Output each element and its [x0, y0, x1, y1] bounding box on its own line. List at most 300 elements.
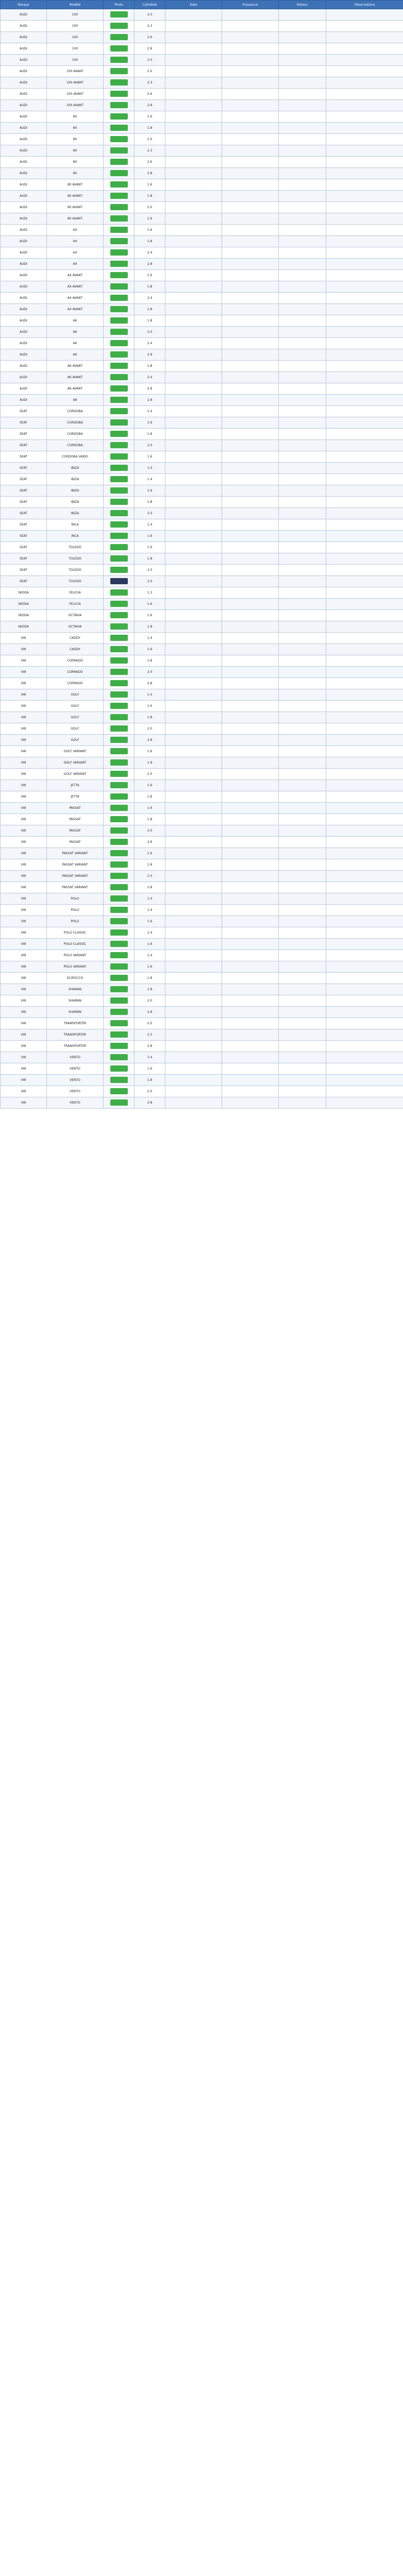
cell-make-text: SEAT [20, 489, 27, 493]
cell-power [222, 859, 279, 871]
cell-badge [104, 497, 135, 508]
cell-displacement [135, 791, 165, 803]
cell-make-text: SEAT [20, 523, 27, 527]
cell-model [47, 123, 104, 134]
cell-dates [165, 667, 222, 678]
cell-engine-code [279, 859, 326, 871]
cell-make [1, 576, 47, 587]
type-badge [110, 125, 128, 131]
cell-displacement-text: 1.6 [147, 1067, 153, 1071]
cell-notes [326, 327, 403, 338]
cell-notes [326, 497, 403, 508]
cell-power [222, 893, 279, 905]
cell-engine-code [279, 157, 326, 168]
cell-displacement [135, 644, 165, 655]
cell-engine-code [279, 145, 326, 157]
cell-engine-code [279, 213, 326, 225]
cell-displacement-text: 1.6 [147, 614, 153, 617]
table-row [1, 383, 403, 395]
type-badge [110, 533, 128, 539]
cell-notes [326, 769, 403, 780]
cell-engine-code [279, 100, 326, 111]
cell-model [47, 304, 104, 315]
cell-make [1, 667, 47, 678]
cell-power [222, 621, 279, 633]
cell-power [222, 746, 279, 757]
cell-dates [165, 77, 222, 89]
cell-dates [165, 225, 222, 236]
cell-displacement [135, 145, 165, 157]
cell-displacement-text: 1.8 [147, 319, 153, 323]
cell-model [47, 168, 104, 179]
cell-displacement [135, 1041, 165, 1052]
cell-model-text: CORRADO [67, 659, 83, 663]
cell-power [222, 644, 279, 655]
cell-model [47, 236, 104, 247]
cell-badge [104, 395, 135, 406]
cell-make [1, 678, 47, 689]
table-row [1, 1041, 403, 1052]
cell-engine-code [279, 383, 326, 395]
cell-make [1, 327, 47, 338]
cell-make [1, 281, 47, 293]
cell-dates [165, 735, 222, 746]
cell-power [222, 474, 279, 485]
table-row [1, 576, 403, 587]
cell-model [47, 372, 104, 383]
table-row [1, 259, 403, 270]
cell-power [222, 145, 279, 157]
type-badge [110, 11, 128, 18]
cell-dates [165, 893, 222, 905]
cell-displacement-text: 1.6 [147, 534, 153, 538]
cell-displacement-text: 2.3 [147, 149, 153, 152]
type-badge [110, 329, 128, 335]
cell-displacement [135, 701, 165, 712]
cell-dates [165, 916, 222, 927]
cell-displacement-text: 2.0 [147, 874, 153, 878]
type-badge [110, 635, 128, 641]
table-row [1, 202, 403, 213]
cell-notes [326, 961, 403, 973]
cell-make [1, 927, 47, 939]
cell-model-text: 100 AVANT [66, 81, 84, 84]
table-row [1, 1018, 403, 1029]
cell-notes [326, 1097, 403, 1109]
cell-make [1, 542, 47, 553]
cell-power [222, 701, 279, 712]
cell-dates [165, 825, 222, 837]
cell-badge [104, 871, 135, 882]
cell-model-text: TRANSPORTER [63, 1044, 87, 1048]
cell-badge [104, 372, 135, 383]
cell-power [222, 1007, 279, 1018]
cell-make [1, 463, 47, 474]
cell-model [47, 587, 104, 599]
cell-displacement-text: 2.8 [147, 398, 153, 402]
cell-engine-code [279, 247, 326, 259]
cell-dates [165, 939, 222, 950]
cell-power [222, 225, 279, 236]
cell-power [222, 1086, 279, 1097]
cell-make-text: SKODA [18, 591, 29, 595]
cell-make-text: SKODA [18, 614, 29, 617]
cell-dates [165, 882, 222, 893]
cell-power [222, 848, 279, 859]
type-badge [110, 793, 128, 800]
cell-displacement [135, 168, 165, 179]
cell-make-text: AUDI [20, 115, 27, 118]
cell-model [47, 361, 104, 372]
cell-displacement-text: 1.3 [147, 591, 153, 595]
cell-dates [165, 383, 222, 395]
table-row [1, 610, 403, 621]
cell-displacement-text: 1.6 [147, 942, 153, 946]
cell-engine-code [279, 202, 326, 213]
type-badge [110, 57, 128, 63]
cell-displacement-text: 1.0 [147, 466, 153, 470]
cell-dates [165, 655, 222, 667]
cell-displacement-text: 1.8 [147, 1078, 153, 1082]
cell-engine-code [279, 361, 326, 372]
cell-badge [104, 55, 135, 66]
cell-engine-code [279, 32, 326, 43]
type-badge [110, 1020, 128, 1026]
cell-make [1, 1018, 47, 1029]
cell-make-text: VW [21, 1056, 26, 1059]
cell-notes [326, 1029, 403, 1041]
cell-displacement-text: 1.8 [147, 795, 153, 799]
cell-model [47, 1052, 104, 1063]
table-row [1, 882, 403, 893]
cell-model-text: POLO [71, 897, 79, 901]
cell-badge [104, 134, 135, 145]
cell-model-text: FELICIA [69, 602, 81, 606]
cell-displacement [135, 304, 165, 315]
cell-badge [104, 383, 135, 395]
cell-model [47, 803, 104, 814]
cell-model [47, 905, 104, 916]
cell-displacement-text: 1.8 [147, 432, 153, 436]
cell-badge [104, 123, 135, 134]
cell-notes [326, 599, 403, 610]
cell-engine-code [279, 406, 326, 417]
cell-make-text: VW [21, 1078, 26, 1082]
cell-dates [165, 417, 222, 429]
cell-displacement [135, 1063, 165, 1075]
cell-make-text: SEAT [20, 534, 27, 538]
cell-badge [104, 825, 135, 837]
cell-displacement-text: 2.0 [147, 829, 153, 833]
cell-model [47, 859, 104, 871]
cell-power [222, 723, 279, 735]
cell-displacement [135, 769, 165, 780]
cell-badge [104, 757, 135, 769]
cell-make [1, 814, 47, 825]
cell-power [222, 43, 279, 55]
cell-make-text: VW [21, 840, 26, 844]
cell-badge [104, 191, 135, 202]
table-row [1, 893, 403, 905]
cell-model-text: CADDY [70, 648, 80, 651]
cell-displacement [135, 780, 165, 791]
type-badge [110, 521, 128, 528]
cell-badge [104, 1052, 135, 1063]
cell-displacement [135, 21, 165, 32]
cell-displacement-text: 1.4 [147, 523, 153, 527]
cell-model [47, 633, 104, 644]
cell-make [1, 519, 47, 531]
cell-model [47, 32, 104, 43]
cell-engine-code [279, 542, 326, 553]
cell-badge [104, 145, 135, 157]
type-badge [110, 249, 128, 256]
cell-power [222, 973, 279, 984]
cell-model [47, 950, 104, 961]
cell-make [1, 780, 47, 791]
cell-badge [104, 270, 135, 281]
cell-displacement [135, 621, 165, 633]
table-row [1, 508, 403, 519]
cell-engine-code [279, 825, 326, 837]
cell-notes [326, 984, 403, 995]
cell-make [1, 417, 47, 429]
table-row [1, 655, 403, 667]
cell-engine-code [279, 848, 326, 859]
cell-engine-code [279, 723, 326, 735]
cell-badge [104, 633, 135, 644]
cell-make-text: AUDI [20, 319, 27, 323]
table-row [1, 463, 403, 474]
cell-displacement [135, 893, 165, 905]
type-badge [110, 748, 128, 754]
cell-badge [104, 406, 135, 417]
type-badge [110, 295, 128, 301]
cell-displacement [135, 1018, 165, 1029]
cell-power [222, 66, 279, 77]
cell-displacement-text: 2.8 [147, 840, 153, 844]
cell-notes [326, 100, 403, 111]
cell-make [1, 939, 47, 950]
cell-displacement-text: 2.0 [147, 330, 153, 334]
type-badge [110, 1031, 128, 1038]
cell-make-text: AUDI [20, 353, 27, 357]
cell-model-text: SHARAN [69, 988, 81, 991]
cell-notes [326, 66, 403, 77]
cell-model [47, 1097, 104, 1109]
cell-displacement-text: 1.8 [147, 240, 153, 243]
cell-notes [326, 610, 403, 621]
cell-make-text: AUDI [20, 240, 27, 243]
cell-model-text: A6 [73, 330, 77, 334]
cell-notes [326, 191, 403, 202]
type-badge [110, 317, 128, 324]
cell-badge [104, 553, 135, 565]
table-row [1, 406, 403, 417]
cell-make [1, 304, 47, 315]
cell-displacement [135, 43, 165, 55]
cell-displacement [135, 848, 165, 859]
cell-make [1, 531, 47, 542]
cell-displacement [135, 587, 165, 599]
cell-model [47, 757, 104, 769]
cell-model [47, 417, 104, 429]
type-badge [110, 839, 128, 845]
table-row [1, 995, 403, 1007]
cell-power [222, 157, 279, 168]
cell-notes [326, 1086, 403, 1097]
cell-notes [326, 644, 403, 655]
cell-notes [326, 689, 403, 701]
cell-notes [326, 32, 403, 43]
cell-badge [104, 803, 135, 814]
cell-notes [326, 882, 403, 893]
cell-power [222, 417, 279, 429]
cell-model-text: POLO [71, 908, 79, 912]
cell-badge [104, 168, 135, 179]
cell-notes [326, 1052, 403, 1063]
cell-make [1, 916, 47, 927]
cell-make-text: VW [21, 795, 26, 799]
cell-model-text: CORRADO [67, 670, 83, 674]
cell-dates [165, 145, 222, 157]
cell-displacement [135, 995, 165, 1007]
cell-model-text: 80 [73, 160, 77, 164]
cell-model-text: OCTAVIA [68, 614, 82, 617]
table-row [1, 32, 403, 43]
cell-displacement-text: 2.6 [147, 217, 153, 221]
cell-power [222, 610, 279, 621]
cell-make-text: AUDI [20, 183, 27, 187]
cell-make [1, 1029, 47, 1041]
cell-power [222, 463, 279, 474]
cell-dates [165, 440, 222, 451]
cell-model [47, 553, 104, 565]
cell-displacement-text: 1.8 [147, 500, 153, 504]
type-badge [110, 1054, 128, 1060]
cell-make [1, 395, 47, 406]
cell-notes [326, 1041, 403, 1052]
table-row [1, 973, 403, 984]
cell-make-text: AUDI [20, 24, 27, 28]
table-row [1, 723, 403, 735]
cell-displacement [135, 1097, 165, 1109]
cell-model [47, 644, 104, 655]
cell-displacement-text: 2.8 [147, 1010, 153, 1014]
cell-displacement [135, 440, 165, 451]
cell-notes [326, 179, 403, 191]
cell-engine-code [279, 837, 326, 848]
cell-make [1, 803, 47, 814]
cell-model-text: 80 AVANT [67, 183, 83, 187]
cell-model [47, 701, 104, 712]
cell-make [1, 191, 47, 202]
cell-model [47, 1063, 104, 1075]
cell-make [1, 735, 47, 746]
cell-notes [326, 791, 403, 803]
cell-engine-code [279, 973, 326, 984]
cell-model [47, 77, 104, 89]
cell-displacement-text: 2.8 [147, 262, 153, 266]
type-badge [110, 612, 128, 618]
column-header-dates: Date [165, 1, 222, 9]
cell-displacement [135, 610, 165, 621]
type-badge [110, 578, 128, 584]
cell-make-text: VW [21, 750, 26, 753]
cell-make [1, 383, 47, 395]
cell-badge [104, 905, 135, 916]
cell-displacement [135, 837, 165, 848]
table-row [1, 837, 403, 848]
cell-badge [104, 814, 135, 825]
cell-model [47, 383, 104, 395]
table-row [1, 984, 403, 995]
cell-engine-code [279, 395, 326, 406]
table-row [1, 803, 403, 814]
type-badge [110, 272, 128, 278]
cell-displacement-text: 1.6 [147, 455, 153, 459]
cell-displacement [135, 202, 165, 213]
cell-badge [104, 9, 135, 21]
cell-notes [326, 1075, 403, 1086]
cell-power [222, 689, 279, 701]
table-row [1, 66, 403, 77]
cell-engine-code [279, 882, 326, 893]
cell-engine-code [279, 429, 326, 440]
cell-power [222, 667, 279, 678]
cell-displacement [135, 1029, 165, 1041]
cell-power [222, 213, 279, 225]
cell-make-text: AUDI [20, 387, 27, 391]
cell-badge [104, 950, 135, 961]
cell-make-text: SEAT [20, 546, 27, 549]
cell-make [1, 123, 47, 134]
cell-make [1, 950, 47, 961]
table-row [1, 361, 403, 372]
cell-badge [104, 315, 135, 327]
cell-make-text: VW [21, 1010, 26, 1014]
cell-displacement-text: 2.0 [147, 670, 153, 674]
cell-model-text: GOLF [71, 704, 79, 708]
cell-make [1, 848, 47, 859]
cell-displacement [135, 961, 165, 973]
cell-notes [326, 667, 403, 678]
cell-make [1, 293, 47, 304]
cell-badge [104, 531, 135, 542]
cell-dates [165, 1086, 222, 1097]
cell-model-text: GOLF [71, 716, 79, 719]
cell-notes [326, 871, 403, 882]
table-row [1, 213, 403, 225]
cell-model [47, 281, 104, 293]
cell-model-text: 100 [72, 13, 78, 16]
cell-model-text: A4 [73, 228, 77, 232]
cell-engine-code [279, 893, 326, 905]
cell-make [1, 984, 47, 995]
cell-displacement-text: 2.0 [147, 568, 153, 572]
cell-notes [326, 973, 403, 984]
cell-make [1, 893, 47, 905]
type-badge [110, 884, 128, 890]
cell-model [47, 89, 104, 100]
cell-engine-code [279, 1097, 326, 1109]
cell-dates [165, 157, 222, 168]
cell-engine-code [279, 757, 326, 769]
cell-dates [165, 361, 222, 372]
cell-badge [104, 735, 135, 746]
cell-displacement-text: 1.0 [147, 897, 153, 901]
cell-notes [326, 995, 403, 1007]
